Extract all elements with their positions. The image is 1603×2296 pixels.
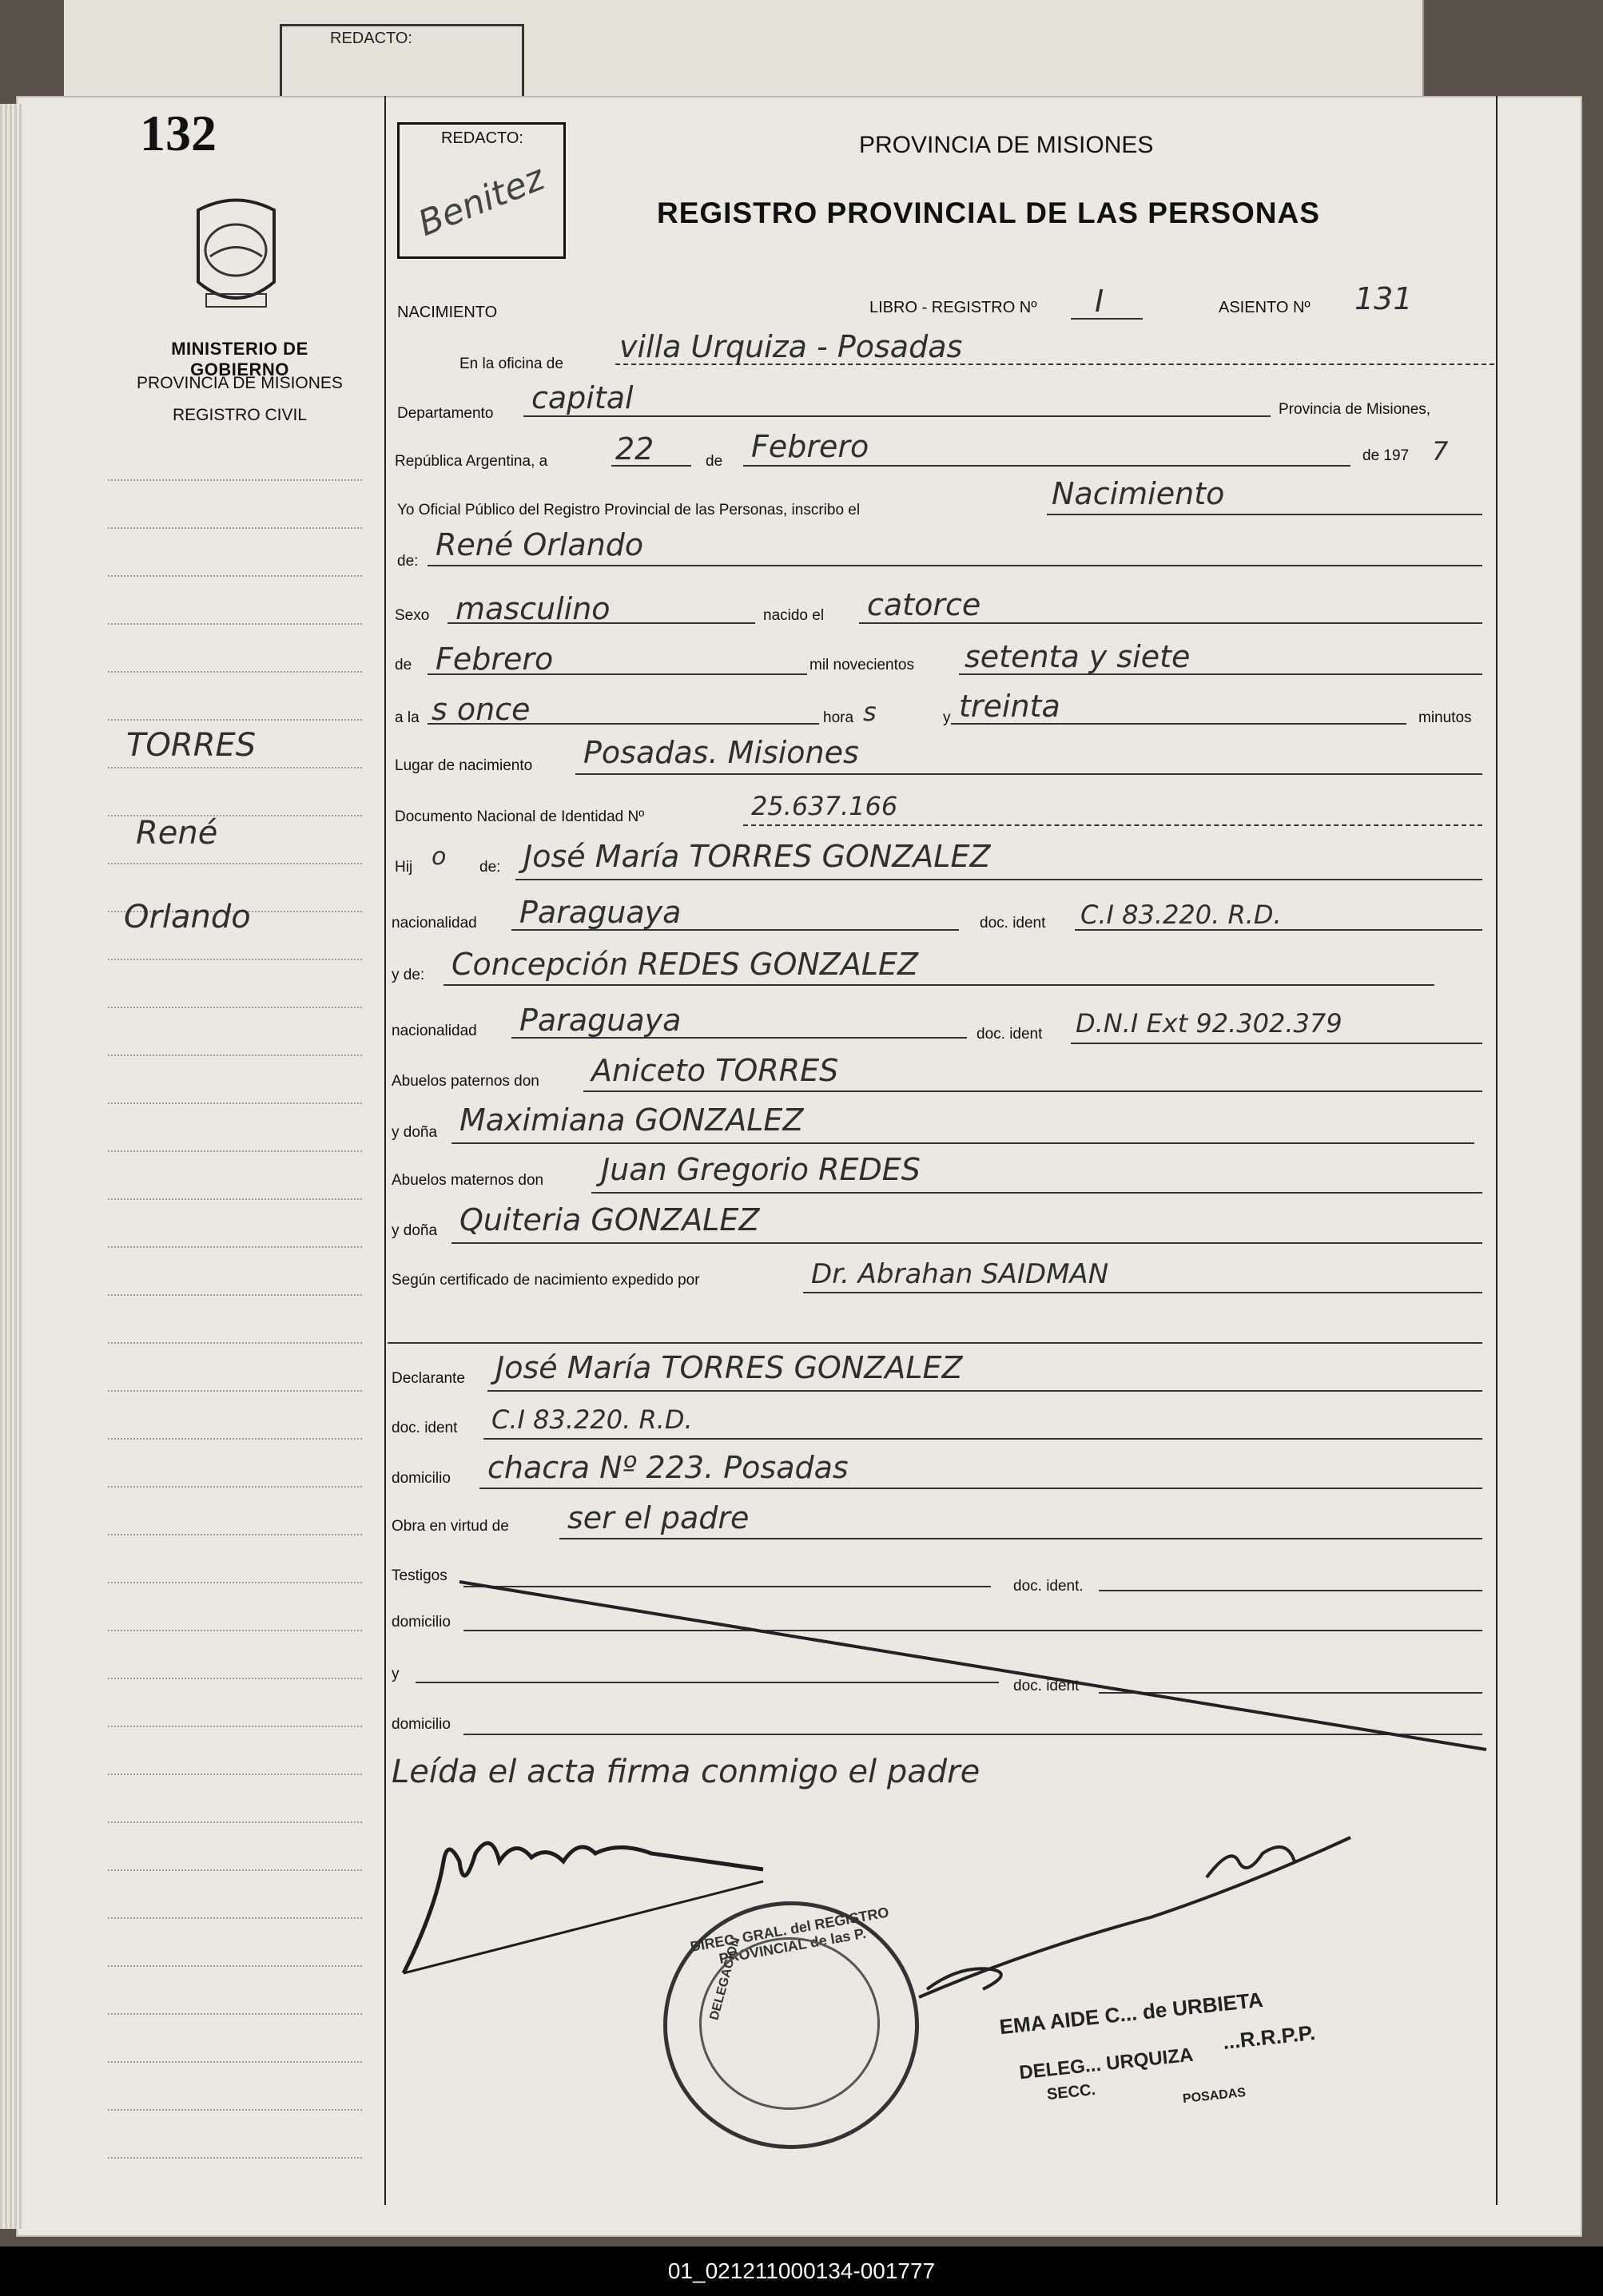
horas-label: hora (823, 709, 854, 726)
witness-cancel-stroke (455, 1574, 1494, 1758)
horas-suffix: s (863, 697, 877, 727)
docident2-line (1071, 1043, 1482, 1044)
ministry-province: PROVINCIA DE MISIONES (137, 374, 343, 392)
margin-rule (108, 1150, 362, 1152)
block-stamp-line2: ...R.R.P.P. (1221, 2020, 1317, 2054)
nac2-value: Paraguaya (519, 1003, 682, 1038)
docident2-value: D.N.I Ext 92.302.379 (1076, 1008, 1342, 1039)
acto-value: Nacimiento (1052, 476, 1225, 511)
de3-label: de (395, 657, 412, 673)
redacto-label: REDACTO: (441, 129, 523, 147)
anio2-line (959, 673, 1482, 675)
sexo-line (447, 622, 755, 624)
abpat-line (583, 1090, 1482, 1092)
margin-rule (108, 1294, 362, 1296)
acto-line (1047, 514, 1482, 515)
abpat-label: Abuelos paternos don (392, 1073, 539, 1090)
province-heading: PROVINCIA DE MISIONES (859, 132, 1154, 158)
republica-label: República Argentina, a (395, 453, 548, 470)
margin-rule (108, 1630, 362, 1631)
mes2-value: Febrero (436, 642, 554, 677)
block-stamp-line1: EMA AIDE C... de URBIETA (998, 1987, 1264, 2040)
round-stamp-text: DIREC. GRAL. del REGISTRO PROVINCIAL de las P. (689, 1904, 890, 1967)
abuela-pat-line (451, 1142, 1474, 1144)
margin-rule (108, 1055, 362, 1056)
minutos-label: minutos (1418, 709, 1472, 726)
section-divider (388, 1342, 1482, 1344)
margin-rule (108, 1390, 362, 1392)
departamento-line (523, 415, 1271, 417)
margin-rule (108, 863, 362, 864)
margin-rule (108, 1869, 362, 1871)
margin-surname: TORRES (126, 727, 257, 764)
obra-line (559, 1538, 1482, 1539)
certificado-label: Según certificado de nacimiento expedido por (392, 1272, 700, 1289)
margin-rule (108, 1246, 362, 1248)
libro-line (1071, 318, 1143, 320)
margin-rule (108, 2157, 362, 2159)
margin-rule (108, 527, 362, 529)
lugar-label: Lugar de nacimiento (395, 757, 533, 774)
dia-value: 22 (615, 431, 654, 467)
obra-label: Obra en virtud de (392, 1518, 509, 1535)
margin-rule (108, 1678, 362, 1679)
margin-rule (108, 623, 362, 625)
departamento-value: capital (531, 380, 634, 415)
margin-rule (108, 1965, 362, 1967)
mes-value: Febrero (751, 429, 869, 464)
hora-value: s once (432, 692, 531, 727)
certificado-line (803, 1292, 1482, 1293)
declarante-label: Declarante (392, 1370, 465, 1387)
domicilio3-label: domicilio (392, 1716, 451, 1733)
nombre-value: René Orlando (436, 527, 644, 562)
underlying-redacto-label: REDACTO: (330, 30, 412, 47)
margin-rule (108, 1582, 362, 1583)
closing-statement: Leída el acta firma conmigo el padre (392, 1754, 980, 1790)
sexo-value: masculino (455, 591, 611, 626)
dni-line (743, 824, 1482, 826)
padre-value: José María TORRES GONZALEZ (523, 839, 991, 874)
obra-value: ser el padre (567, 1500, 750, 1535)
provincia-suffix: Provincia de Misiones, (1279, 401, 1431, 418)
redacto-handwritten: Benitez (412, 157, 551, 245)
margin-rule (108, 1917, 362, 1919)
declarante-value: José María TORRES GONZALEZ (495, 1350, 963, 1385)
domicilio-line (479, 1488, 1482, 1489)
round-stamp-inner-text: DELEGACION (707, 1936, 743, 2022)
testigos-label: Testigos (392, 1567, 447, 1584)
nac2-label: nacionalidad (392, 1023, 477, 1039)
record-type-label: NACIMIENTO (397, 304, 498, 321)
nac1-label: nacionalidad (392, 915, 477, 932)
y-label: y (943, 709, 951, 726)
domicilio-value: chacra Nº 223. Posadas (487, 1450, 849, 1485)
margin-rule (108, 575, 362, 577)
redacto-box (397, 122, 566, 259)
margin-rule (108, 1007, 362, 1008)
padre-line (515, 879, 1482, 880)
margin-rule (108, 2061, 362, 2063)
asiento-value: 131 (1354, 281, 1413, 316)
page-number: 132 (140, 105, 217, 161)
block-stamp-line3: DELEG... URQUIZA (1018, 2044, 1195, 2084)
oficial-text: Yo Oficial Público del Registro Provincial de las Personas, inscribo el (397, 502, 861, 518)
anio2-value: setenta y siete (965, 639, 1191, 674)
declarante-line (487, 1390, 1482, 1392)
dia-line (611, 465, 691, 467)
nacido-label: nacido el (763, 607, 825, 624)
round-official-stamp (663, 1901, 919, 2149)
y2-label: y (392, 1666, 400, 1682)
margin-rule (108, 1534, 362, 1535)
certificado-value: Dr. Abrahan SAIDMAN (811, 1258, 1109, 1290)
abuela-pat-value: Maximiana GONZALEZ (459, 1102, 804, 1138)
docident1-label: doc. ident (980, 915, 1046, 932)
docident3-value: C.I 83.220. R.D. (491, 1404, 693, 1435)
margin-rule (108, 1486, 362, 1488)
oficina-line (615, 363, 1494, 365)
margin-rule (108, 479, 362, 481)
margin-rule (108, 719, 362, 721)
round-stamp-inner (699, 1937, 880, 2110)
docident1-value: C.I 83.220. R.D. (1080, 900, 1282, 930)
nac2-line (511, 1037, 967, 1039)
official-signature (911, 1829, 1358, 2013)
nacido-line (859, 622, 1482, 624)
oficina-value: villa Urquiza - Posadas (619, 329, 963, 364)
ministry-registry: REGISTRO CIVIL (172, 406, 308, 424)
sexo-label: Sexo (395, 607, 430, 624)
block-stamp-line5: POSADAS (1182, 2085, 1247, 2107)
margin-rule (108, 767, 362, 769)
docident3-line (483, 1438, 1482, 1440)
domicilio2-label: domicilio (392, 1614, 451, 1631)
abmat-label: Abuelos maternos don (392, 1172, 544, 1189)
madre-line (444, 984, 1434, 986)
departamento-label: Departamento (397, 405, 494, 422)
lugar-line (575, 773, 1482, 775)
madre-value: Concepción REDES GONZALEZ (451, 947, 919, 982)
nac1-value: Paraguaya (519, 895, 682, 930)
margin-rule (108, 1438, 362, 1440)
abmat-value: Juan Gregorio REDES (601, 1152, 921, 1187)
abmat-line (591, 1192, 1482, 1194)
margin-rule (108, 1726, 362, 1727)
yde-label: y de: (392, 967, 425, 983)
hijo-label: Hij (395, 859, 413, 876)
mes-line (743, 465, 1350, 467)
registry-title: REGISTRO PROVINCIAL DE LAS PERSONAS (657, 197, 1320, 229)
milnov-label: mil novecientos (809, 657, 914, 673)
oficina-label: En la oficina de (459, 356, 563, 372)
image-caption: 01_021211000134-001777 (0, 2246, 1603, 2296)
page-edge (0, 104, 22, 2229)
right-border (1496, 96, 1498, 2205)
margin-rule (108, 1774, 362, 1775)
left-column-divider (384, 96, 386, 2205)
hijo-suffix: o (432, 843, 447, 871)
mes2-line (428, 673, 807, 675)
docident4-label: doc. ident. (1013, 1578, 1084, 1595)
margin-first-name: René (136, 815, 218, 852)
de2-label: de: (397, 553, 419, 570)
anio-label: de 197 (1362, 447, 1410, 464)
ministry-name: MINISTERIO DE GOBIERNO (171, 339, 308, 379)
docident2-label: doc. ident (977, 1026, 1043, 1043)
margin-rule (108, 1102, 362, 1104)
docident1-line (1075, 929, 1482, 931)
alas-label: a la (395, 709, 420, 726)
dni-label: Documento Nacional de Identidad Nº (395, 808, 645, 825)
nac1-line (511, 929, 959, 931)
abuela-mat-line (451, 1242, 1482, 1244)
margin-rule (108, 1821, 362, 1823)
margin-rule (108, 1198, 362, 1200)
domicilio-label: domicilio (392, 1470, 451, 1487)
libro-label: LIBRO - REGISTRO Nº (869, 299, 1037, 316)
margin-rule (108, 2109, 362, 2111)
docident3-label: doc. ident (392, 1420, 458, 1436)
margin-second-name: Orlando (124, 899, 251, 935)
minutos-line (951, 723, 1406, 725)
margin-rule (108, 2013, 362, 2015)
margin-rule (108, 959, 362, 960)
libro-value: I (1095, 284, 1104, 319)
nacido-value: catorce (867, 587, 981, 622)
abpat-value: Aniceto TORRES (591, 1053, 839, 1088)
dni-value: 25.637.166 (751, 791, 898, 821)
margin-rule (108, 1342, 362, 1344)
de-label: de (706, 453, 723, 470)
coat-of-arms-emblem (182, 194, 290, 322)
de4-label: de: (479, 859, 501, 876)
minutos-value: treinta (959, 689, 1060, 724)
ydona2-label: y doña (392, 1222, 438, 1239)
nombre-line (428, 565, 1482, 566)
asiento-label: ASIENTO Nº (1219, 299, 1311, 316)
lugar-value: Posadas. Misiones (583, 735, 859, 770)
hora-line (428, 723, 819, 725)
anio-value: 7 (1432, 436, 1449, 467)
margin-rule (108, 671, 362, 673)
ydona1-label: y doña (392, 1124, 438, 1141)
docident5-label: doc. ident (1013, 1678, 1080, 1694)
block-stamp-line4: SECC. (1045, 2080, 1097, 2104)
abuela-mat-value: Quiteria GONZALEZ (459, 1202, 760, 1237)
